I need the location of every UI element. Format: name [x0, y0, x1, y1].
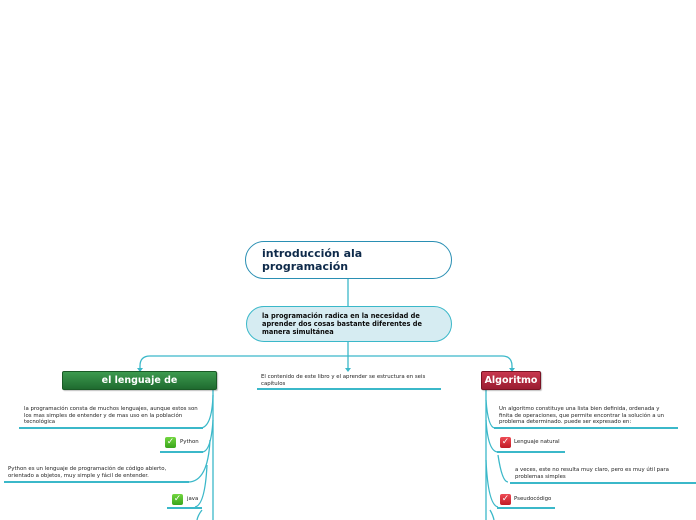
left-item-python[interactable]: Python [180, 439, 199, 445]
subtopic-node[interactable] [246, 306, 452, 342]
green-check-icon: ✓ [173, 494, 182, 504]
branch-algoritmo[interactable] [481, 371, 541, 390]
left-item-java-underline [167, 507, 202, 509]
right-item-pseudocodigo[interactable]: Pseudocódigo [514, 496, 552, 502]
right-item-lenguaje-natural[interactable]: Lenguaje natural [514, 439, 560, 445]
note-text: la programación consta de muchos lenguajes, aunque estos son los mas simples de entender y de mas uso en la población tecnológica [24, 406, 198, 426]
branch-title: Algoritmo [484, 375, 538, 386]
root-topic-title: introducción ala programación [262, 247, 363, 273]
subtopic-text: la programación radica en la necesidad de aprender dos cosas bastante diferentes de manera simultánea [262, 312, 422, 337]
left-item-java[interactable]: java [187, 496, 199, 502]
right-item-lenguaje-natural-underline [497, 451, 565, 453]
right-note-1-underline [494, 427, 678, 429]
green-check-icon: ✓ [166, 437, 175, 447]
center-note-text: El contenido de este libro y el aprender se estructura en seis capítulos [261, 374, 426, 387]
red-check-icon: ✓ [501, 494, 510, 504]
note-text: Un algoritmo constituye una lista bien definida, ordenada y finita de operaciones, que permite encontrar la solución a un problema determinado. puede ser expresado en: [499, 406, 665, 426]
right-note-2[interactable] [515, 467, 695, 480]
root-topic[interactable] [245, 241, 452, 279]
red-check-icon: ✓ [501, 437, 510, 447]
branch-lenguaje-de-programacion[interactable] [62, 371, 217, 403]
branch-title: el lenguaje de programación [101, 375, 178, 403]
left-note-1-underline [19, 427, 203, 429]
right-note-1[interactable] [499, 406, 674, 426]
right-note-2-underline [510, 482, 696, 484]
note-text: a veces, este no resulta muy claro, pero es muy útil para problemas simples [515, 467, 669, 480]
left-note-1[interactable] [24, 406, 204, 426]
left-item-python-underline [160, 451, 203, 453]
note-text: Python es un lenguaje de programación de código abierto, orientado a objetos, muy simple y fácil de entender. [8, 466, 167, 479]
center-note-underline [257, 388, 441, 390]
left-note-2-underline [4, 481, 189, 483]
center-note[interactable] [261, 374, 441, 387]
right-item-pseudocodigo-underline [497, 507, 555, 509]
left-note-2[interactable] [8, 466, 188, 479]
